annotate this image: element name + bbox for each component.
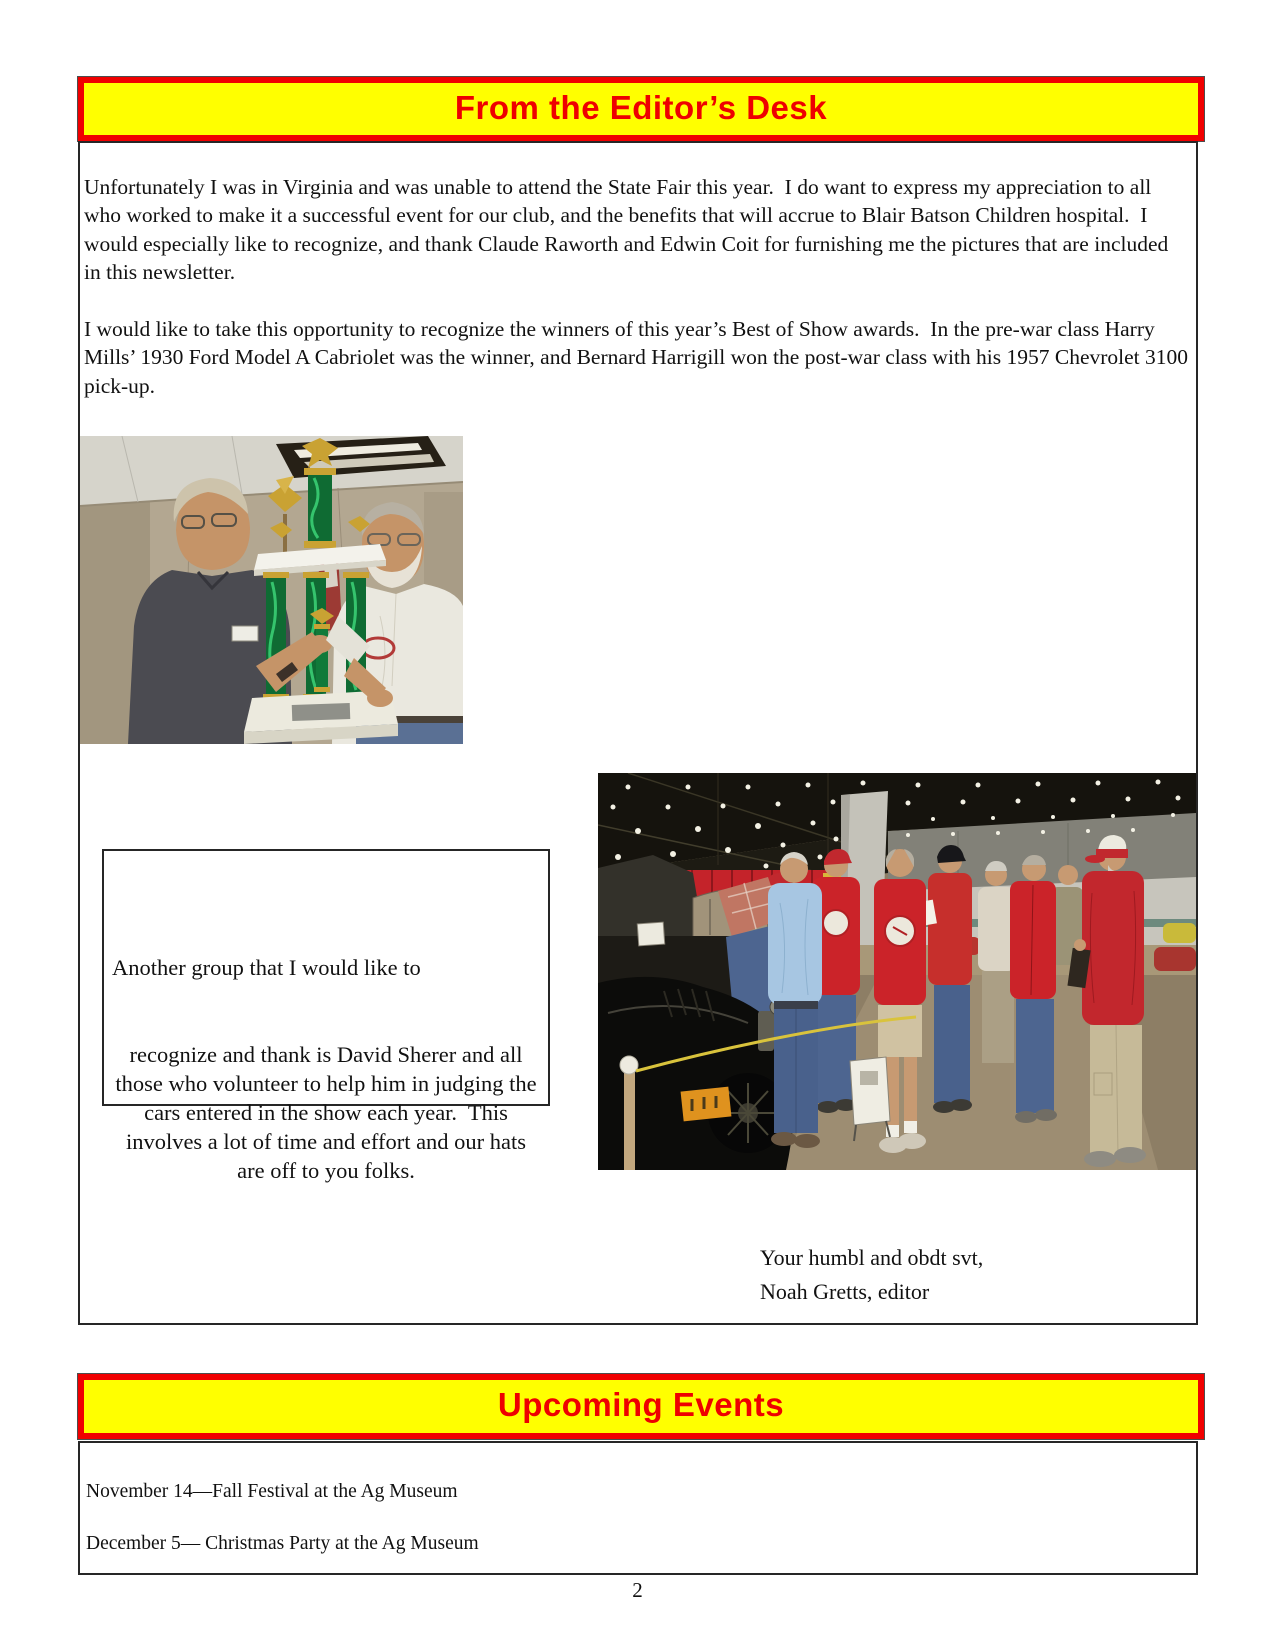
editors-desk-banner [78,77,1204,141]
callout-first-line: Another group that I would like to [112,955,421,980]
editors-desk-title: From the Editor’s Desk [454,89,828,126]
editor-paragraph-1: Unfortunately I was in Virginia and was unable to attend the State Fair this year. I do want to express my appreciation to all who worked to make it a successful event for our club, and the benefits that will accrue to Blair Batson Children hospital. I would especially like to recognize, and thank Claude Raworth and Edwin Coit for furnishing me the pictures that are included in this newsletter. [84,175,1174,285]
event-item-december: December 5— Christmas Party at the Ag Museum [86,1533,479,1554]
upcoming-events-banner [78,1374,1204,1439]
car-show-photo-graphic [598,773,1196,1170]
car-show-judging-photo [598,773,1196,1170]
judges-thanks-callout [102,849,550,1183]
editor-paragraph-2: I would like to take this opportunity to recognize the winners of this year’s Best of Show awards. In the pre-war class Harry Mills’ 1930 Ford Model A Cabriolet was the winner, and Bernard Harrigill won the post-war class with his 1957 Chevrolet 3100 pick-up. [84,317,1194,398]
upcoming-events-section [78,1441,1198,1575]
trophy-presentation-photo [80,436,463,744]
event-item-november: November 14—Fall Festival at the Ag Museum [86,1481,458,1502]
trophy-photo-graphic [80,436,463,744]
page-number: 2 [632,1578,643,1602]
editors-desk-section [78,141,1198,1325]
signature-line-2: Noah Gretts, editor [760,1279,930,1304]
callout-text: recognize and thank is David Sherer and all those who volunteer to help him in judging the cars entered in the show each year. This involves a lot of time and effort and our hats are off to you folks. [115,1042,543,1183]
upcoming-events-title: Upcoming Events [497,1386,785,1423]
signature-line-1: Your humbl and obdt svt, [760,1245,984,1270]
editor-signature [760,1241,983,1309]
